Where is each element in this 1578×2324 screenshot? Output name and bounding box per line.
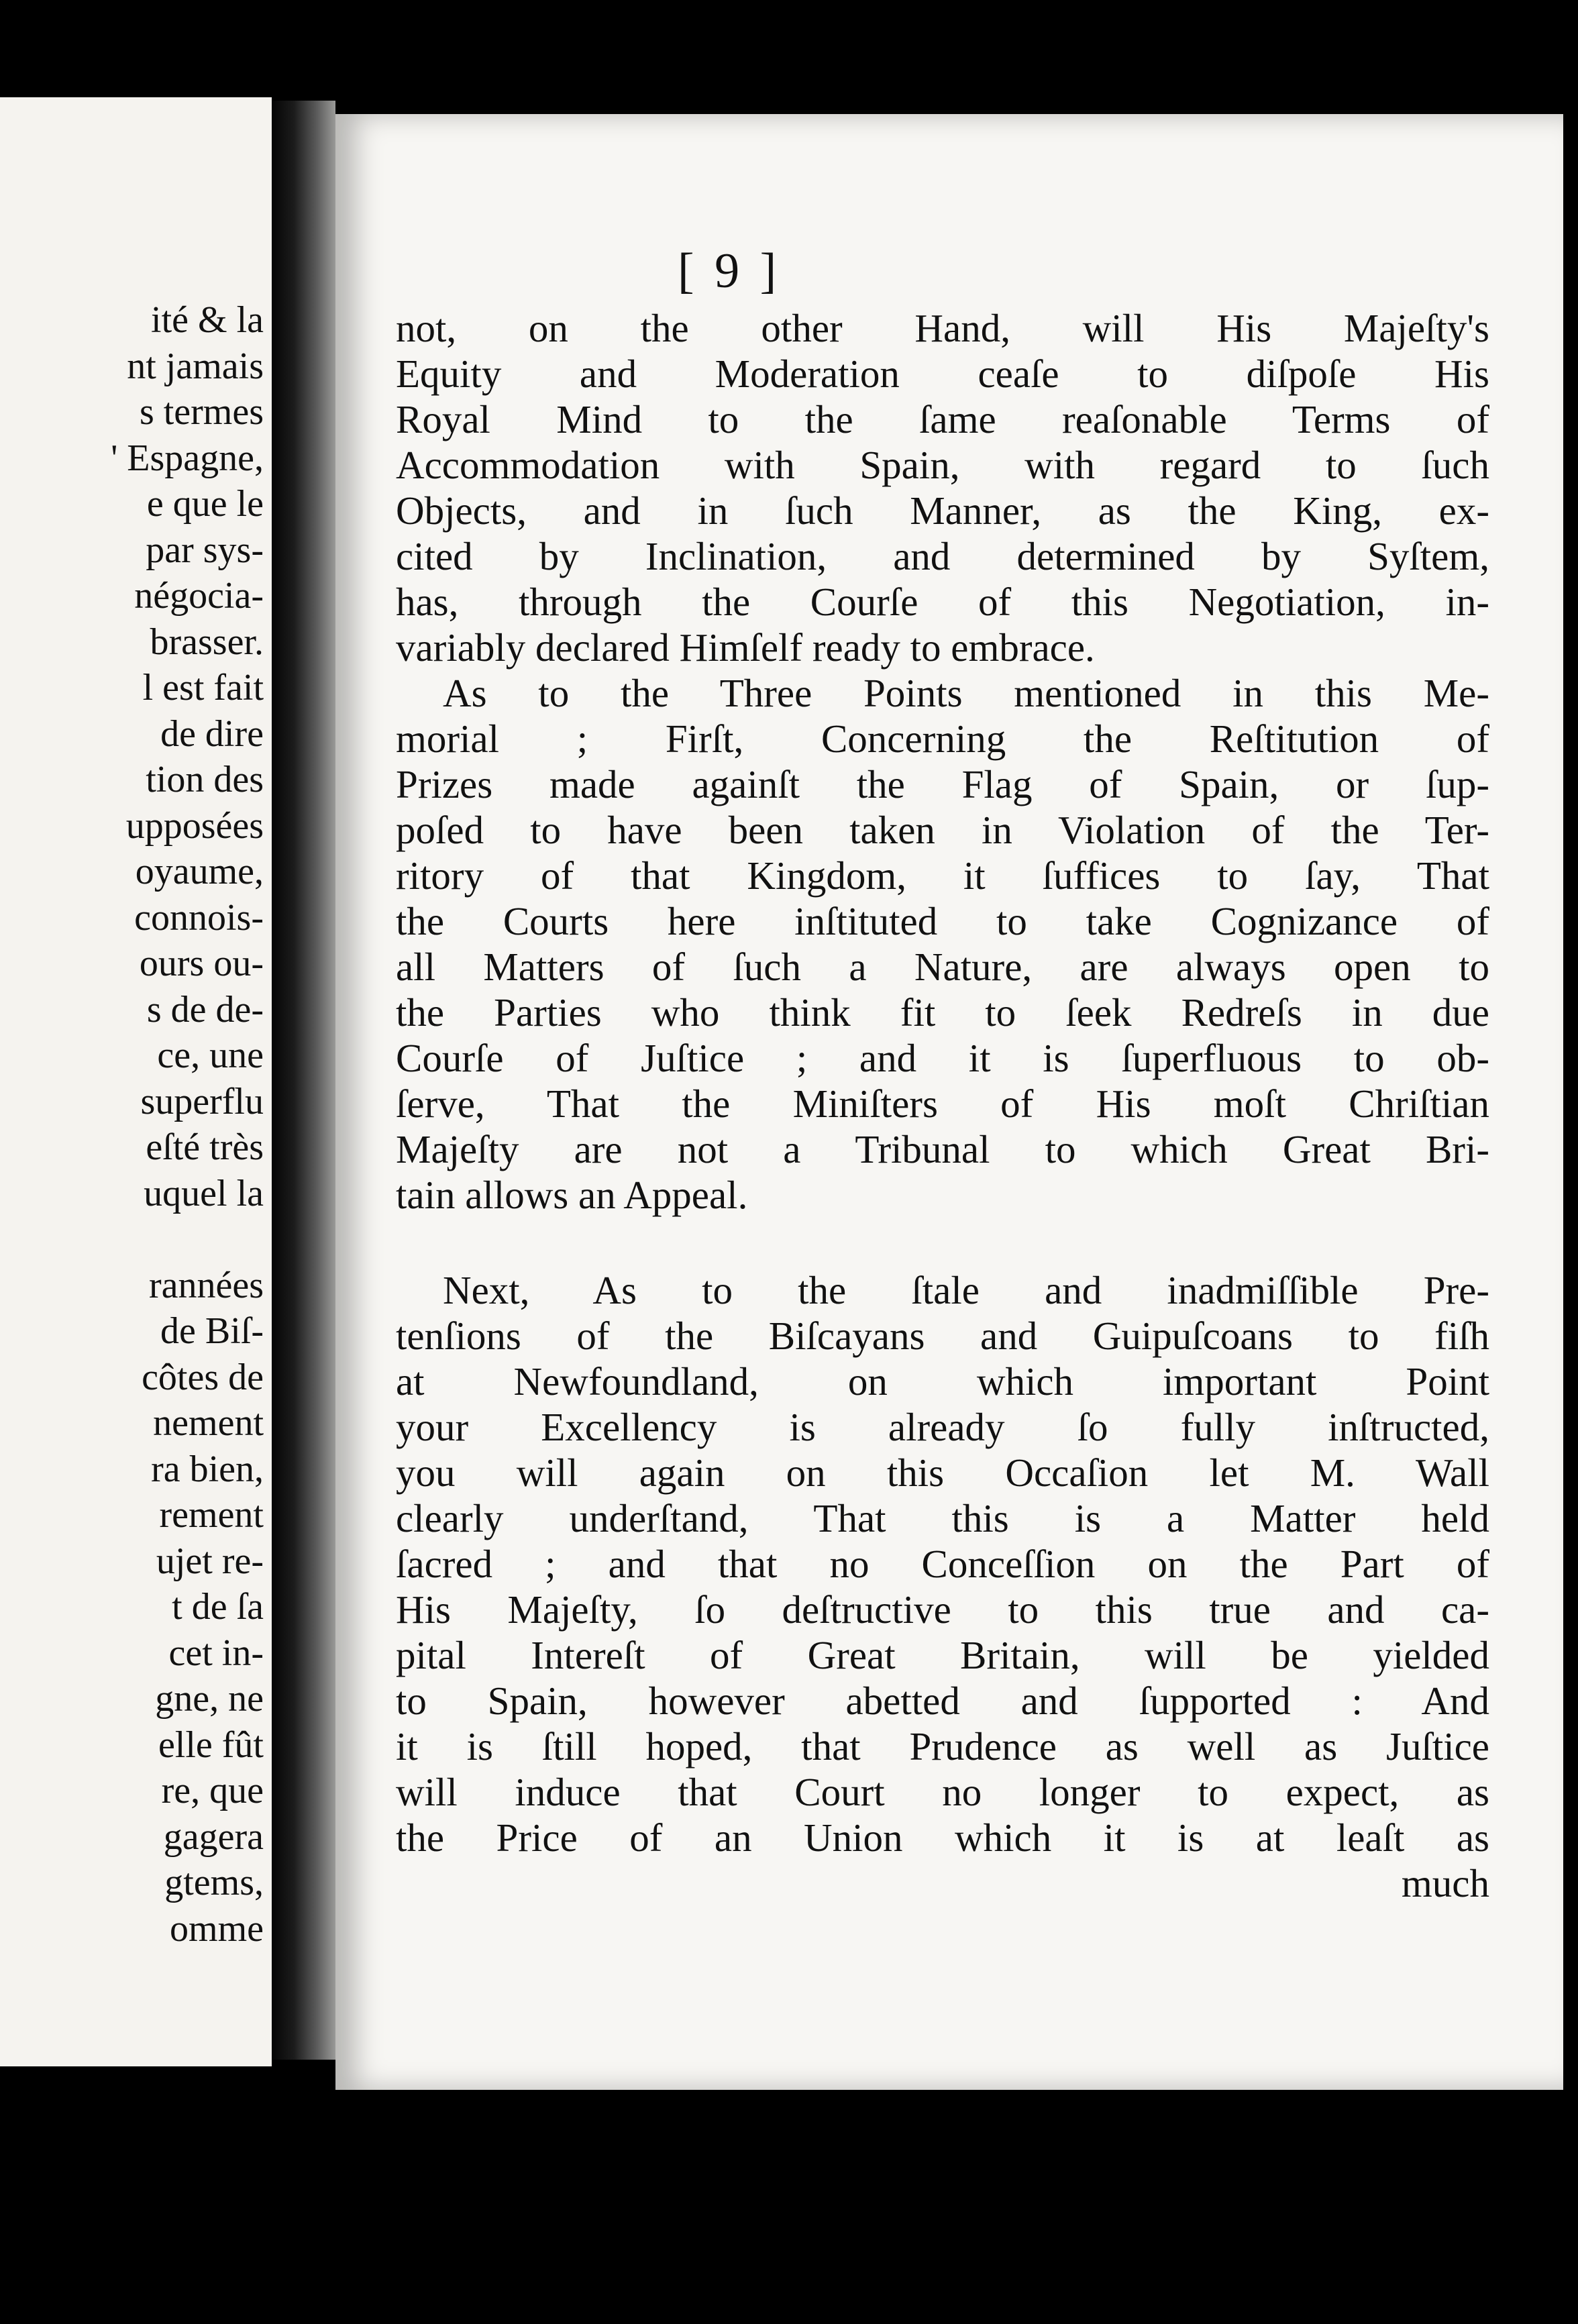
text-line: clearly underſtand, That this is a Matter held — [396, 1496, 1489, 1540]
text-line: Equity and Moderation ceaſe to diſpoſe His — [396, 352, 1489, 396]
text-line: morial ; Firſt, Concerning the Reſtitution of — [396, 717, 1489, 761]
text-line: ritory of that Kingdom, it ſuffices to ſay, That — [396, 853, 1489, 898]
text-line: the Price of an Union which it is at leaſt as — [396, 1815, 1489, 1860]
text-line: His Majeſty, ſo deſtructive to this true and ca- — [396, 1587, 1489, 1632]
text-line: Majeſty are not a Tribunal to which Great Bri- — [396, 1127, 1489, 1171]
left-page-line: s termes — [139, 391, 264, 433]
left-page-line: t de ſa — [172, 1586, 264, 1628]
left-page-line: cet in- — [168, 1632, 264, 1674]
text-line: the Courts here inſtituted to take Cognizance of — [396, 899, 1489, 943]
book-gutter-shadow — [272, 101, 335, 2060]
paragraph-3 — [396, 1267, 1489, 1860]
left-page-line: upposées — [125, 804, 264, 847]
text-line: it is ſtill hoped, that Prudence as well as Juſtice — [396, 1724, 1489, 1768]
left-page-line: eſté très — [146, 1126, 264, 1168]
text-line: your Excellency is already ſo fully inſtructed, — [396, 1405, 1489, 1449]
left-page-line: gagera — [163, 1815, 264, 1858]
left-page-line: s de de- — [146, 988, 264, 1031]
text-line: As to the Three Points mentioned in this Me- — [443, 671, 1489, 715]
left-page-line: connois- — [134, 896, 264, 939]
paragraph-gap — [396, 1218, 1489, 1267]
left-page-line: re, que — [161, 1770, 264, 1811]
left-page-line: ujet re- — [156, 1540, 264, 1582]
left-page-line: par sys- — [146, 529, 264, 571]
left-page-line: rannées — [148, 1264, 264, 1306]
left-page-line: côtes de — [142, 1356, 264, 1398]
left-page-line: oyaume, — [135, 851, 264, 892]
left-page-line: ' Espagne, — [111, 437, 264, 479]
left-page-line: superflu — [140, 1080, 264, 1122]
text-line: Courſe of Juſtice ; and it is ſuperfluous to ob- — [396, 1036, 1489, 1080]
right-page — [335, 114, 1563, 2090]
left-page-line: omme — [170, 1907, 264, 1950]
text-line: has, through the Courſe of this Negotiation, in- — [396, 580, 1489, 624]
text-line: variably declared Himſelf ready to embrace. — [396, 625, 1095, 670]
text-line: cited by Inclination, and determined by Syſtem, — [396, 534, 1489, 578]
left-page-line: tion des — [146, 759, 264, 800]
text-line: tenſions of the Biſcayans and Guipuſcoans to fiſh — [396, 1314, 1489, 1358]
text-line: Prizes made againſt the Flag of Spain, or ſup- — [396, 762, 1489, 806]
left-facing-page — [0, 97, 272, 2066]
left-page-line: brasser. — [150, 621, 264, 663]
text-line: ſacred ; and that no Conceſſion on the Part of — [396, 1542, 1489, 1586]
left-page-line: gtems, — [164, 1862, 264, 1903]
left-page-line: ours ou- — [139, 943, 264, 984]
left-page-line: ce, une — [157, 1035, 264, 1076]
left-page-line: ité & la — [151, 299, 264, 341]
text-line: to Spain, however abetted and ſupported : And — [396, 1679, 1489, 1723]
text-line: Objects, and in ſuch Manner, as the King, ex- — [396, 488, 1489, 533]
left-page-line: nement — [153, 1402, 264, 1444]
left-page-line: e que le — [146, 483, 264, 525]
text-line: you will again on this Occaſion let M. Wall — [396, 1450, 1489, 1495]
text-line: not, on the other Hand, will His Majeſty's — [396, 306, 1489, 350]
paragraph-1 — [396, 305, 1489, 670]
paragraph-2 — [396, 670, 1489, 1218]
left-page-line: rement — [159, 1494, 264, 1536]
text-line: Next, As to the ſtale and inadmiſſible Pre- — [443, 1268, 1489, 1312]
text-line: Accommodation with Spain, with regard to ſuch — [396, 443, 1489, 487]
left-page-line: gne, ne — [155, 1678, 264, 1720]
text-line: will induce that Court no longer to expect, as — [396, 1770, 1489, 1814]
left-page-line: uquel la — [144, 1172, 264, 1214]
left-page-line: négocia- — [134, 575, 264, 617]
catchword: much — [1401, 1861, 1489, 1905]
page-number: [ 9 ] — [678, 244, 781, 299]
left-page-line: nt jamais — [127, 345, 264, 387]
left-page-line: l est fait — [142, 667, 264, 708]
left-page-line: de Biſ- — [160, 1310, 264, 1352]
text-line: all Matters of ſuch a Nature, are always open to — [396, 945, 1489, 989]
text-line: ſerve, That the Miniſters of His moſt Chriſtian — [396, 1081, 1489, 1126]
text-line: the Parties who think fit to ſeek Redreſs in due — [396, 990, 1489, 1035]
text-line: tain allows an Appeal. — [396, 1173, 748, 1217]
left-page-line: ra bien, — [151, 1448, 264, 1490]
page-body-text — [396, 305, 1489, 1906]
text-line: pital Intereſt of Great Britain, will be yielded — [396, 1633, 1489, 1677]
text-line: Royal Mind to the ſame reaſonable Terms of — [396, 397, 1489, 441]
left-page-line: de dire — [160, 712, 264, 755]
text-line: poſed to have been taken in Violation of the Ter- — [396, 808, 1489, 852]
left-page-line: elle fût — [158, 1724, 264, 1766]
text-line: at Newfoundland, on which important Point — [396, 1359, 1489, 1404]
